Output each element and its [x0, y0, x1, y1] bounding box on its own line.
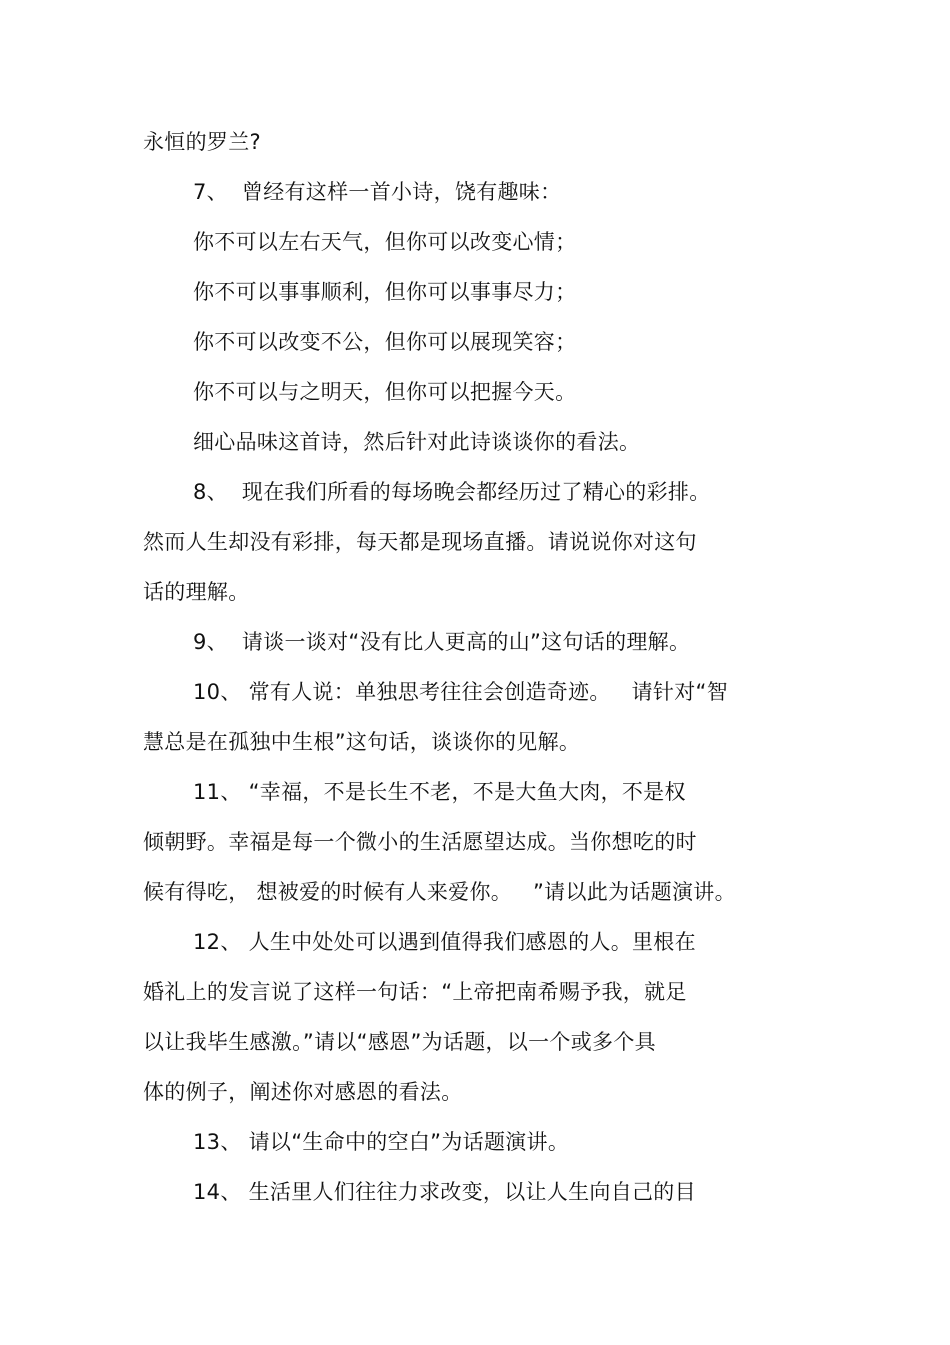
- text-line: 12、 人生中处处可以遇到值得我们感恩的人。里根在: [193, 930, 696, 954]
- text-line: 7、 曾经有这样一首小诗，饶有趣味：: [193, 180, 562, 204]
- text-line: 婚礼上的发言说了这样一句话：“上帝把南希赐予我，就足: [143, 980, 687, 1004]
- text-line: 8、 现在我们所看的每场晚会都经历过了精心的彩排。: [193, 480, 711, 504]
- text-line: 倾朝野。幸福是每一个微小的生活愿望达成。当你想吃的时: [143, 830, 697, 854]
- text-line: 9、 请谈一谈对“没有比人更高的山”这句话的理解。: [193, 630, 691, 654]
- text-line: 13、 请以“生命中的空白”为话题演讲。: [193, 1130, 570, 1154]
- text-line: 永恒的罗兰?: [143, 130, 261, 154]
- text-line: 话的理解。: [143, 580, 250, 604]
- text-line: 慧总是在孤独中生根”这句话，谈谈你的见解。: [143, 730, 581, 754]
- text-line: 你不可以改变不公，但你可以展现笑容；: [193, 330, 577, 354]
- text-line: 细心品味这首诗，然后针对此诗谈谈你的看法。: [193, 430, 641, 454]
- text-line: 你不可以与之明天，但你可以把握今天。: [193, 380, 577, 404]
- text-line: 你不可以左右天气，但你可以改变心情；: [193, 230, 577, 254]
- text-line: 以让我毕生感激。”请以“感恩”为话题，以一个或多个具: [143, 1030, 656, 1054]
- text-line: 11、 “幸福，不是长生不老，不是大鱼大肉，不是权: [193, 780, 686, 804]
- text-line: 你不可以事事顺利，但你可以事事尽力；: [193, 280, 577, 304]
- text-line: 然而人生却没有彩排，每天都是现场直播。请说说你对这句: [143, 530, 697, 554]
- text-line: 候有得吃， 想被爱的时候有人来爱你。 ”请以此为话题演讲。: [143, 880, 736, 904]
- text-line: 14、 生活里人们往往力求改变，以让人生向自己的目: [193, 1180, 696, 1204]
- text-line: 10、 常有人说：单独思考往往会创造奇迹。 请针对“智: [193, 680, 728, 704]
- text-line: 体的例子，阐述你对感恩的看法。: [143, 1080, 463, 1104]
